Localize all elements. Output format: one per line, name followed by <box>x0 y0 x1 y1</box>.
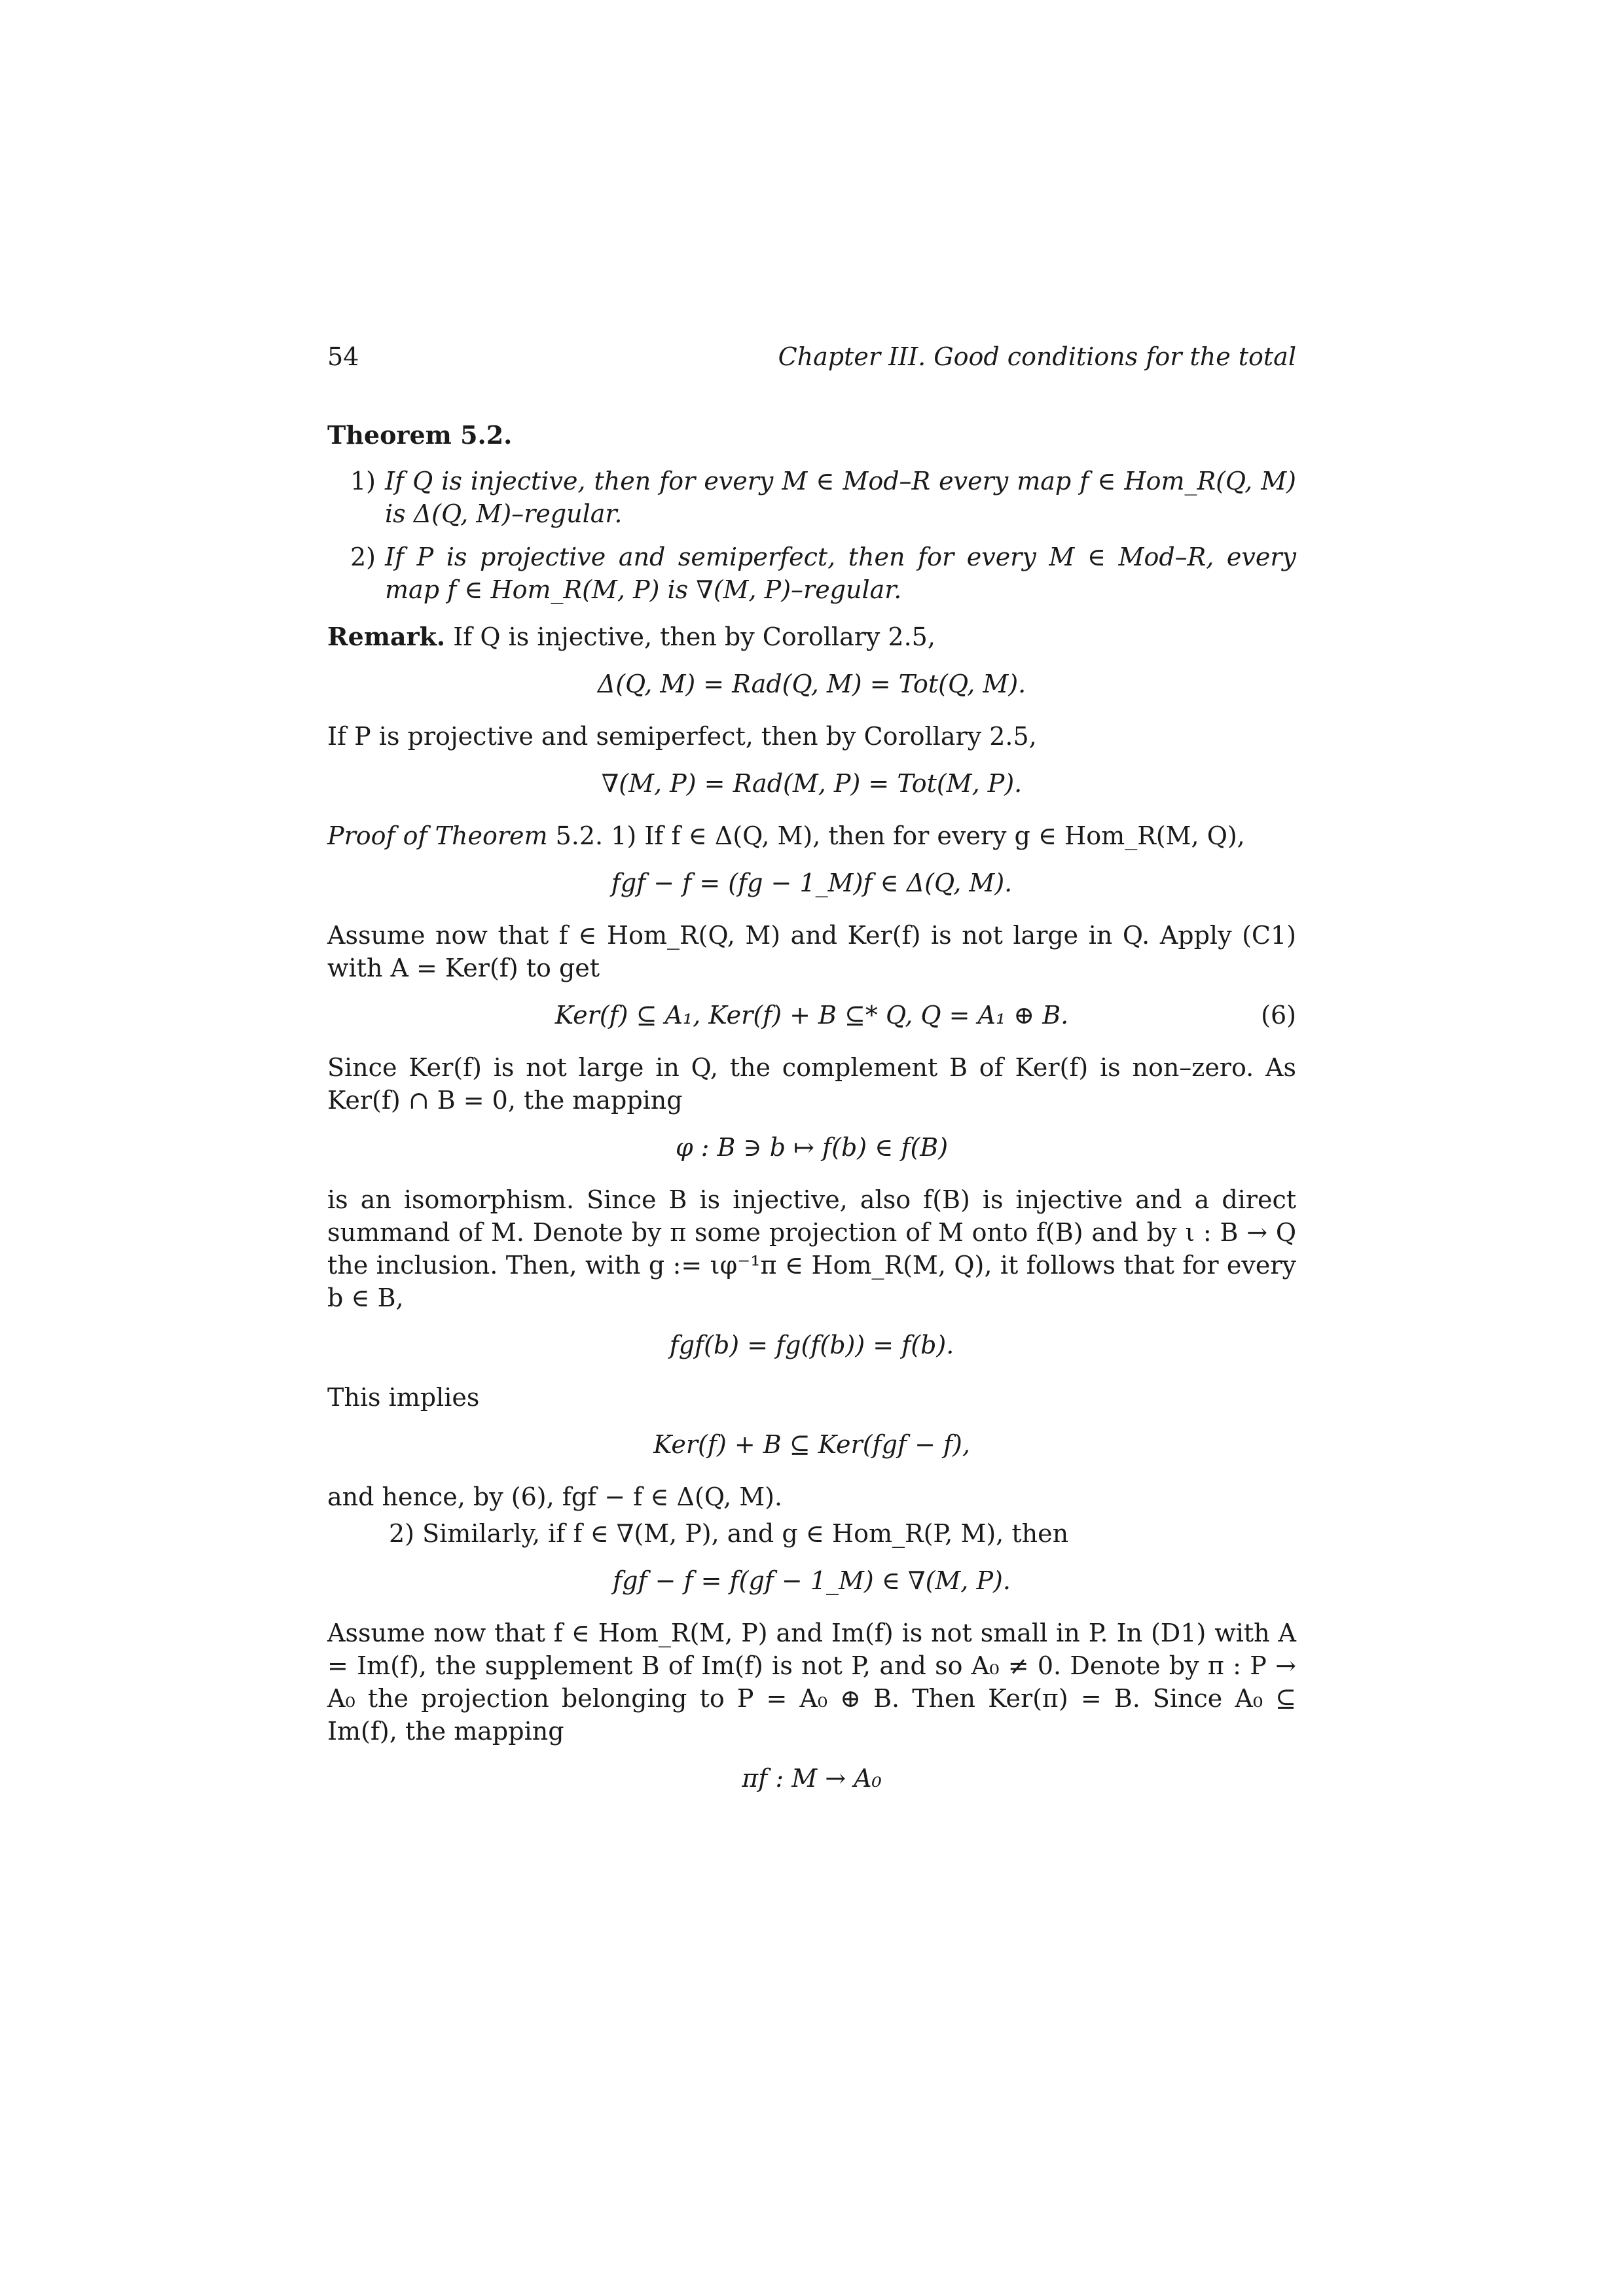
proof-equation-3: φ : B ∋ b ↦ f(b) ∈ f(B) <box>675 1133 949 1162</box>
proof-paragraph-6: and hence, by (6), fgf − f ∈ Δ(Q, M). <box>327 1482 783 1511</box>
proof-equation-1: fgf − f = (fg − 1_M)f ∈ Δ(Q, M). <box>611 869 1013 897</box>
running-head: Chapter III. Good conditions for the total <box>778 342 1296 371</box>
theorem-statement-list <box>327 465 1296 606</box>
equation-body: Ker(f) ⊆ A₁, Ker(f) + B ⊆* Q, Q = A₁ ⊕ B. <box>554 1001 1069 1030</box>
proof-text: 1) If f ∈ Δ(Q, M), then for every g ∈ Hom_R(M, Q), <box>611 821 1245 850</box>
equation-number: (6) <box>1261 1001 1296 1030</box>
theorem-title: Theorem 5.2. <box>327 420 513 450</box>
theorem-item-text: If P is projective and semiperfect, then for every M ∈ Mod–R, every map f ∈ Hom_R(M, P) is ∇(M, P)–regular. <box>385 543 1296 604</box>
proof-paragraph-2: Assume now that f ∈ Hom_R(Q, M) and Ker(f) is not large in Q. Apply (C1) with A = Ker(f) to get <box>327 921 1296 982</box>
proof-equation-7: πf : M → A₀ <box>742 1764 882 1793</box>
proof-paragraph-3: Since Ker(f) is not large in Q, the complement B of Ker(f) is non–zero. As Ker(f) ∩ B = 0, the mapping <box>327 1053 1296 1115</box>
theorem-item-text: If Q is injective, then for every M ∈ Mod–R every map f ∈ Hom_R(Q, M) is Δ(Q, M)–regular. <box>385 467 1296 528</box>
theorem-item-number: 2) <box>350 543 376 571</box>
remark-paragraph-2: If P is projective and semiperfect, then by Corollary 2.5, <box>327 722 1037 751</box>
proof-equation-4: fgf(b) = fg(f(b)) = f(b). <box>669 1331 954 1359</box>
proof-equation-6 <box>327 999 1296 1031</box>
proof-paragraph-1 <box>327 819 1296 852</box>
theorem-item-2 <box>327 541 1296 606</box>
remark-equation-2: ∇(M, P) = Rad(M, P) = Tot(M, P). <box>601 769 1023 798</box>
remark-equation-1: Δ(Q, M) = Rad(Q, M) = Tot(Q, M). <box>597 670 1026 698</box>
page-body <box>327 419 1296 1814</box>
proof-label: Proof of Theorem <box>327 821 548 850</box>
theorem-item-1 <box>327 465 1296 530</box>
remark-paragraph <box>327 620 1296 653</box>
proof-paragraph-7: 2) Similarly, if f ∈ ∇(M, P), and g ∈ Hom_R(P, M), then <box>389 1519 1069 1548</box>
proof-paragraph-4: is an isomorphism. Since B is injective, also f(B) is injective and a direct summand of M. Denote by π some projection of M onto f(B) and by ι : B → Q the inclusion. Then, with g := ιφ⁻¹π ∈ Hom_R(M, Q), it follows that for every b ∈ B, <box>327 1185 1296 1312</box>
proof-theorem-ref: 5.2. <box>555 821 604 850</box>
proof-paragraph-8: Assume now that f ∈ Hom_R(M, P) and Im(f) is not small in P. In (D1) with A = Im(f), the supplement B of Im(f) is not P, and so A₀ ≠ 0. Denote by π : P → A₀ the projection belonging to P = A₀ ⊕ B. Then Ker(π) = B. Since A₀ ⊆ Im(f), the mapping <box>327 1619 1296 1746</box>
proof-equation-6b: fgf − f = f(gf − 1_M) ∈ ∇(M, P). <box>613 1566 1011 1595</box>
page-number: 54 <box>327 342 359 371</box>
proof-equation-5: Ker(f) + B ⊆ Ker(fgf − f), <box>653 1430 970 1459</box>
remark-text: If Q is injective, then by Corollary 2.5, <box>453 622 935 651</box>
theorem-item-number: 1) <box>350 467 376 495</box>
remark-label: Remark. <box>327 622 446 651</box>
page-header <box>327 340 1296 373</box>
proof-paragraph-5: This implies <box>327 1383 480 1412</box>
